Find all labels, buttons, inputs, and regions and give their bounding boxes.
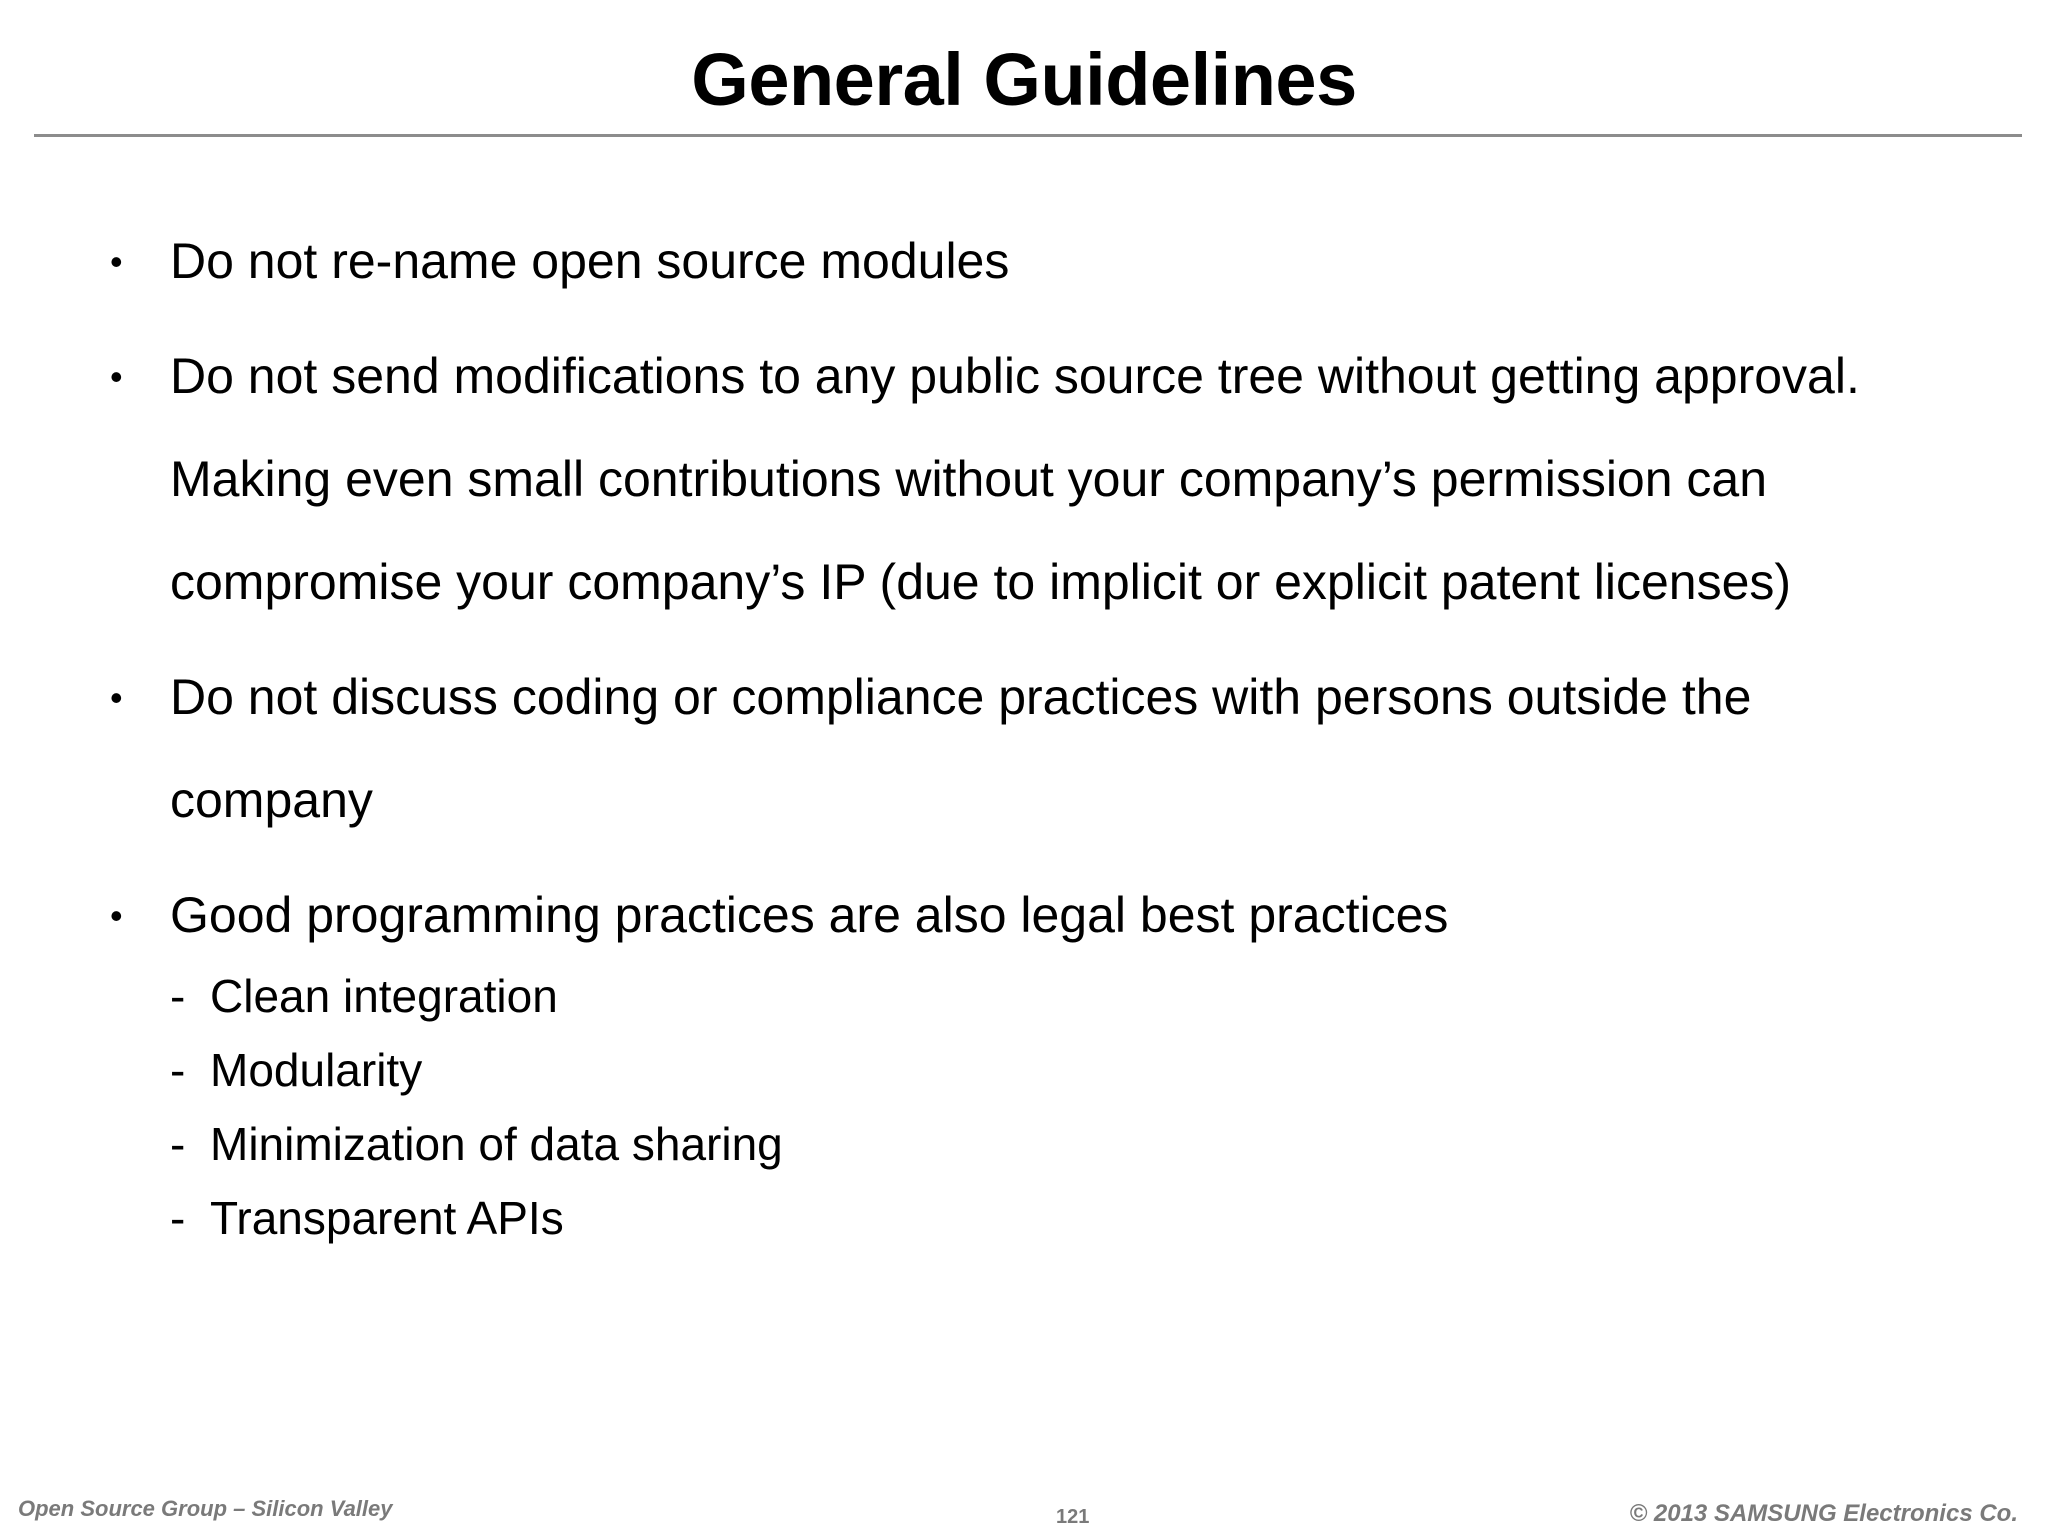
bullet-icon: •	[110, 241, 123, 282]
sub-bullet-text: Modularity	[210, 1044, 423, 1096]
dash-icon: -	[170, 970, 186, 1022]
dash-icon: -	[170, 1044, 186, 1096]
sub-bullet-item	[170, 1181, 1950, 1255]
footer-group-name: Open Source Group – Silicon Valley	[18, 1496, 393, 1521]
sub-bullet-text: Minimization of data sharing	[210, 1118, 783, 1170]
bullet-text: Do not send modifications to any public source tree without getting approval. Making even small contributions without your company’s permission can compromise your company’s IP (due to implicit or explicit patent licenses)	[170, 348, 1860, 610]
dash-icon: -	[170, 1192, 186, 1244]
slide-title: General Guidelines	[691, 38, 1357, 121]
title-divider	[34, 134, 2022, 137]
bullet-icon: •	[110, 895, 123, 936]
sub-bullet-item	[170, 1033, 1950, 1107]
sub-bullet-text: Transparent APIs	[210, 1192, 564, 1244]
sub-bullet-item	[170, 1107, 1950, 1181]
bullet-text: Do not re-name open source modules	[170, 233, 1010, 289]
bullet-item	[110, 646, 1950, 852]
footer-copyright: © 2013 SAMSUNG Electronics Co.	[1629, 1500, 2018, 1527]
bullet-icon: •	[110, 677, 123, 718]
bullet-text: Do not discuss coding or compliance practices with persons outside the company	[170, 669, 1752, 828]
dash-icon: -	[170, 1118, 186, 1170]
bullet-item	[110, 864, 1950, 1255]
bullet-list	[110, 210, 1950, 1267]
bullet-icon: •	[110, 356, 123, 397]
sub-bullet-list	[170, 959, 1950, 1255]
bullet-item	[110, 210, 1950, 313]
bullet-item	[110, 325, 1950, 634]
sub-bullet-item	[170, 959, 1950, 1033]
bullet-text: Good programming practices are also legal best practices	[170, 887, 1449, 943]
sub-bullet-text: Clean integration	[210, 970, 558, 1022]
page-number: 121	[1056, 1506, 1090, 1528]
